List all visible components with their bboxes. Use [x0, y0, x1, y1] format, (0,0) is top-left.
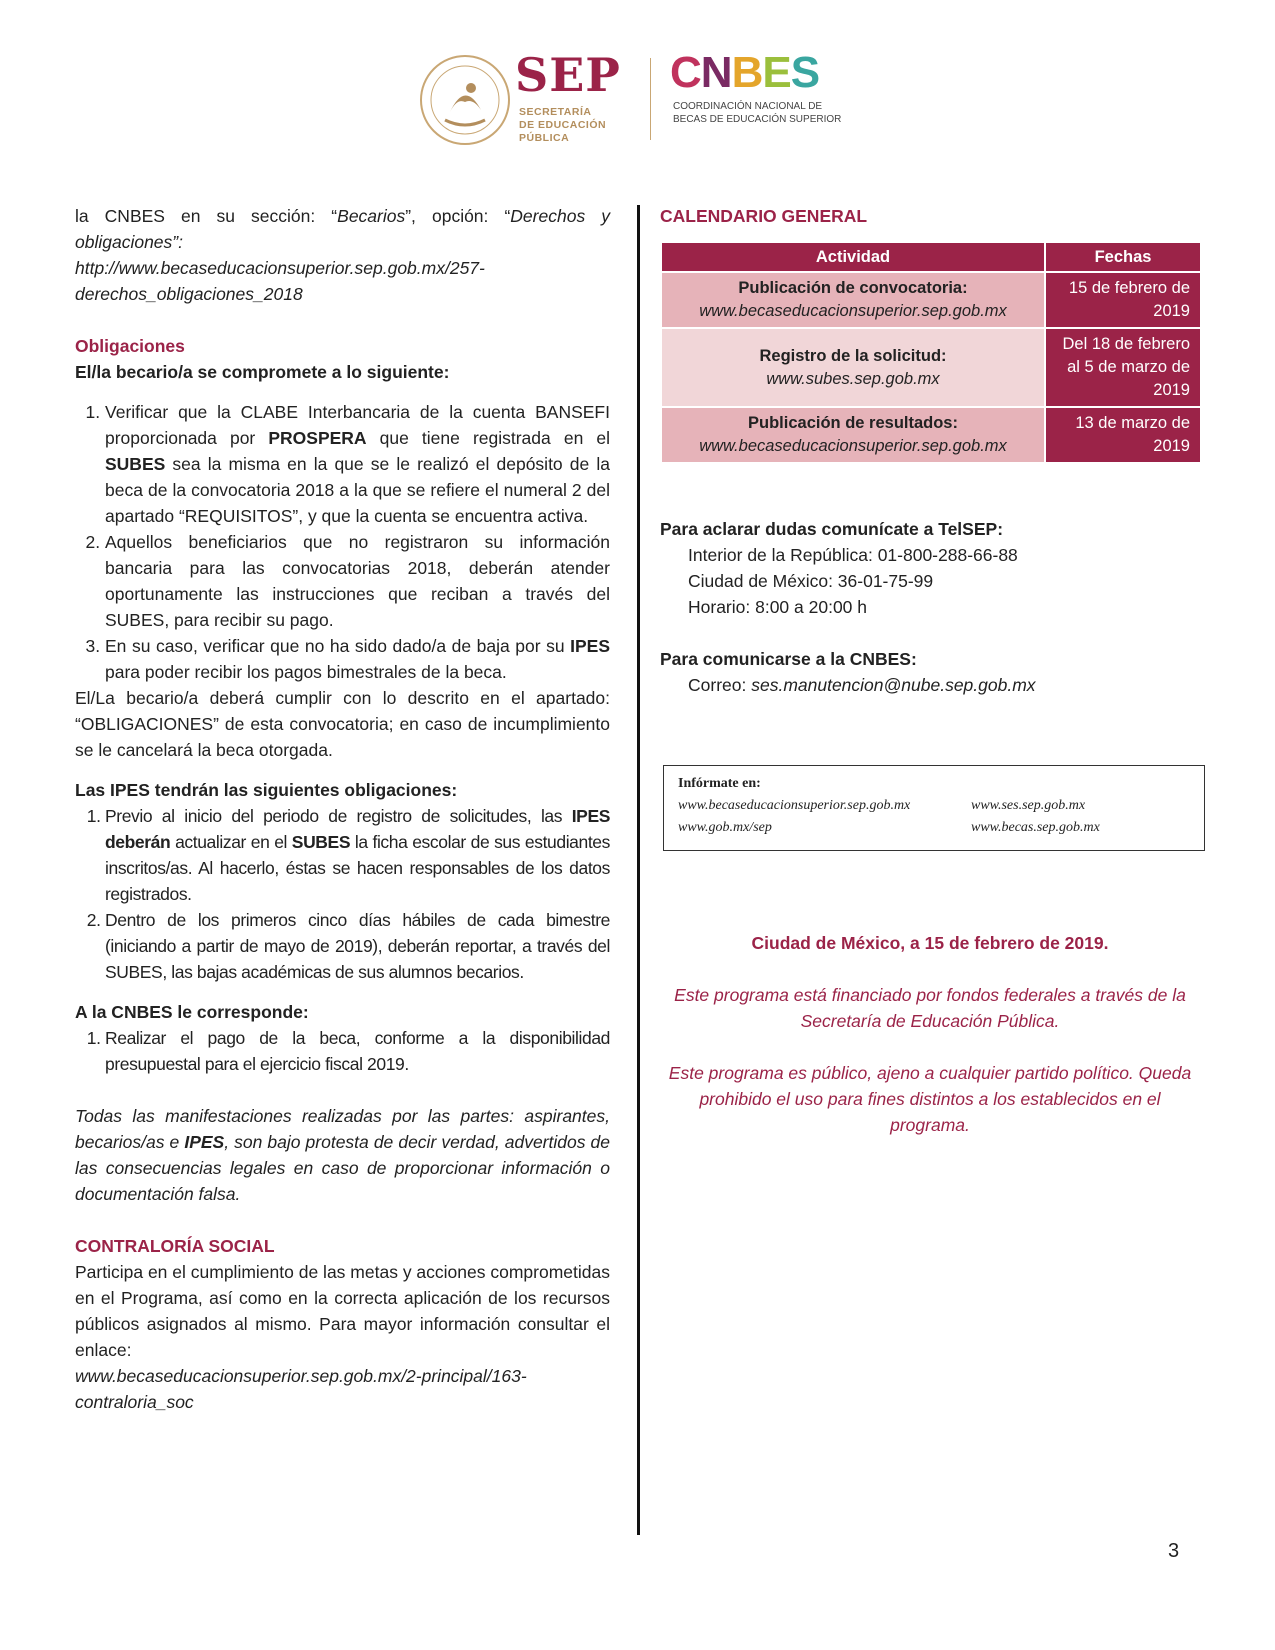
telsep-heading: Para aclarar dudas comunícate a TelSEP: [660, 519, 1004, 539]
cnbes-heading: A la CNBES le corresponde: [75, 1002, 309, 1022]
cnbes-subtitle: COORDINACIÓN NACIONAL DE BECAS DE EDUCACIÓN SUPERIOR [673, 101, 842, 125]
list-item: 1. Verificar que la CLABE Interbancaria de la cuenta BANSEFI proporcionada por PROSPERA que tiene registrada en el SUBES sea la misma en la que se le realizó el depósito de la beca de la convocatoria 2018 a la que se refiere el numeral 2 del apartado “REQUISITOS”, y que la cuenta se encuentra activa. [105, 399, 610, 529]
financing-note: Este programa está financiado por fondos federales a través de la Secretaría de Educación Pública. [674, 985, 1186, 1031]
ipes-list [75, 803, 610, 985]
info-link[interactable]: www.becas.sep.gob.mx [971, 820, 1100, 835]
contraloria-title: CONTRALORÍA SOCIAL [75, 1236, 275, 1256]
becario-list [75, 399, 610, 685]
derechos-link[interactable]: http://www.becaseducacionsuperior.sep.gob.mx/257-derechos_obligaciones_2018 [75, 258, 485, 304]
correo-link[interactable]: ses.manutencion@nube.sep.gob.mx [751, 675, 1036, 695]
sep-subtitle: SECRETARÍA DE EDUCACIÓN PÚBLICA [519, 106, 607, 144]
left-column [75, 203, 610, 1415]
contraloria-paragraph: Participa en el cumplimiento de las metas y acciones comprometidas en el Programa, así como en la correcta aplicación de los recursos públicos asignados al mismo. Para mayor información consultar el enlace: [75, 1262, 610, 1360]
table-row [661, 272, 1201, 328]
list-item: 1. Realizar el pago de la beca, conforme a la disponibilidad presupuestal para el ejercicio fiscal 2019. [105, 1025, 610, 1077]
activity-cell: Publicación de resultados: www.becaseducacionsuperior.sep.gob.mx [661, 407, 1045, 463]
page-header [415, 50, 855, 150]
telsep-line: Interior de la República: 01-800-288-66-88 [688, 545, 1018, 565]
becario-heading: El/la becario/a se compromete a lo siguiente: [75, 362, 450, 382]
obligaciones-title: Obligaciones [75, 336, 185, 356]
correo-line: Correo: ses.manutencion@nube.sep.gob.mx [688, 675, 1036, 695]
table-header-actividad: Actividad [661, 242, 1045, 272]
info-box [663, 765, 1205, 851]
activity-cell: Registro de la solicitud: www.subes.sep.gob.mx [661, 328, 1045, 407]
calendar-table [660, 241, 1202, 464]
date-cell: 13 de marzo de 2019 [1045, 407, 1201, 463]
closing-block [660, 930, 1200, 1138]
calendar-title: CALENDARIO GENERAL [660, 206, 868, 226]
table-row [661, 407, 1201, 463]
info-link[interactable]: www.ses.sep.gob.mx [971, 798, 1086, 813]
list-item: 2. Dentro de los primeros cinco días hábiles de cada bimestre (iniciando a partir de mayo de 2019), deberán reportar, a través del SUBES, las bajas académicas de sus alumnos becarios. [105, 907, 610, 985]
public-notice: Este programa es público, ajeno a cualquier partido político. Queda prohibido el uso para fines distintos a los establecidos en el programa. [668, 1063, 1192, 1135]
cnbes-contact-heading: Para comunicarse a la CNBES: [660, 649, 917, 669]
telsep-line: Ciudad de México: 36-01-75-99 [688, 571, 934, 591]
page-number: 3 [1168, 1540, 1180, 1562]
table-header-fechas: Fechas [1045, 242, 1201, 272]
header-divider [650, 58, 651, 140]
closing-city-date: Ciudad de México, a 15 de febrero de 2019. [751, 933, 1109, 953]
right-column [660, 203, 1200, 698]
list-item: 3. En su caso, verificar que no ha sido dado/a de baja por su IPES para poder recibir los pagos bimestrales de la beca. [105, 633, 610, 685]
telsep-line: Horario: 8:00 a 20:00 h [688, 597, 868, 617]
protesta-paragraph: Todas las manifestaciones realizadas por las partes: aspirantes, becarios/as e IPES, son bajo protesta de decir verdad, advertidos de las consecuencias legales en caso de proporcionar información o documentación falsa. [75, 1106, 610, 1204]
table-row [661, 328, 1201, 407]
column-divider [637, 205, 640, 1535]
activity-cell: Publicación de convocatoria: www.becaseducacionsuperior.sep.gob.mx [661, 272, 1045, 328]
contraloria-link[interactable]: www.becaseducacionsuperior.sep.gob.mx/2-principal/163-contraloria_soc [75, 1366, 527, 1412]
intro-paragraph: la CNBES en su sección: “Becarios”, opción: “Derechos y obligaciones”: [75, 206, 610, 252]
list-item: 2. Aquellos beneficiarios que no registraron su información bancaria para las convocatorias 2018, deberán atender oportunamente las instrucciones que reciban a través del SUBES, para recibir su pago. [105, 529, 610, 633]
becario-paragraph: El/La becario/a deberá cumplir con lo descrito en el apartado: “OBLIGACIONES” de esta convocatoria; en caso de incumplimiento se le cancelará la beca otorgada. [75, 688, 610, 760]
info-link[interactable]: www.becaseducacionsuperior.sep.gob.mx [678, 798, 911, 813]
mexican-seal-logo [415, 50, 515, 150]
cnbes-logo-text: CNBES [670, 48, 820, 97]
list-item: 1. Previo al inicio del periodo de registro de solicitudes, las IPES deberán actualizar en el SUBES la ficha escolar de sus estudiantes inscritos/as. Al hacerlo, éstas se hacen responsables de los datos registrados. [105, 803, 610, 907]
date-cell: Del 18 de febrero al 5 de marzo de 2019 [1045, 328, 1201, 407]
table-header-row [661, 242, 1201, 272]
ipes-heading: Las IPES tendrán las siguientes obligaciones: [75, 780, 458, 800]
sep-logo-text: SEP [515, 48, 621, 102]
date-cell: 15 de febrero de 2019 [1045, 272, 1201, 328]
info-box-title: Infórmate en: [678, 776, 761, 791]
cnbes-list [75, 1025, 610, 1077]
info-link[interactable]: www.gob.mx/sep [678, 820, 772, 835]
